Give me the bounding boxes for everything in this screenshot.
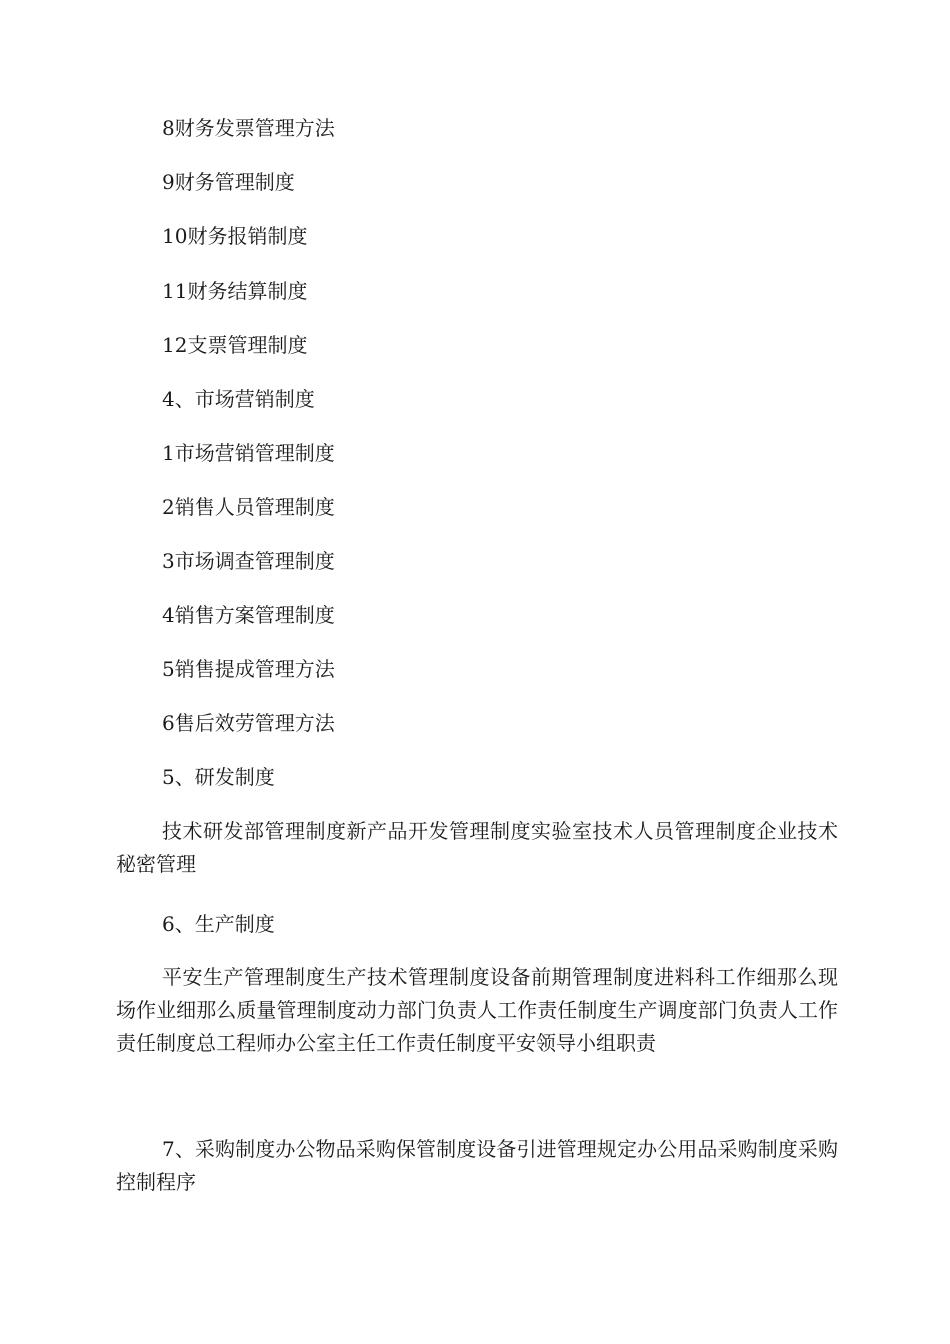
list-item: 12支票管理制度 [162, 333, 308, 357]
list-item: 10财务报销制度 [162, 224, 308, 248]
paragraph-rd: 技术研发部管理制度新产品开发管理制度实验室技术人员管理制度企业技术秘密管理 [116, 819, 838, 876]
list-item: 3市场调查管理制度 [162, 549, 335, 573]
paragraph-purchase: 7、采购制度办公物品采购保管制度设备引进管理规定办公用品采购制度采购控制程序 [116, 1137, 838, 1194]
section-heading-production: 6、生产制度 [162, 912, 275, 936]
list-item: 6售后效劳管理方法 [162, 711, 335, 735]
list-item: 9财务管理制度 [162, 170, 295, 194]
list-item: 8财务发票管理方法 [162, 116, 335, 140]
list-item: 4销售方案管理制度 [162, 603, 335, 627]
paragraph-production: 平安生产管理制度生产技术管理制度设备前期管理制度进料科工作细那么现场作业细那么质量管理制度动力部门负责人工作责任制度生产调度部门负责人工作责任制度总工程师办公室主任工作责任制度平安领导小组职责 [116, 965, 838, 1055]
list-item: 1市场营销管理制度 [162, 441, 335, 465]
section-heading-marketing: 4、市场营销制度 [162, 387, 315, 411]
list-item: 2销售人员管理制度 [162, 495, 335, 519]
section-heading-rd: 5、研发制度 [162, 765, 275, 789]
list-item: 5销售提成管理方法 [162, 657, 335, 681]
list-item: 11财务结算制度 [162, 279, 308, 303]
